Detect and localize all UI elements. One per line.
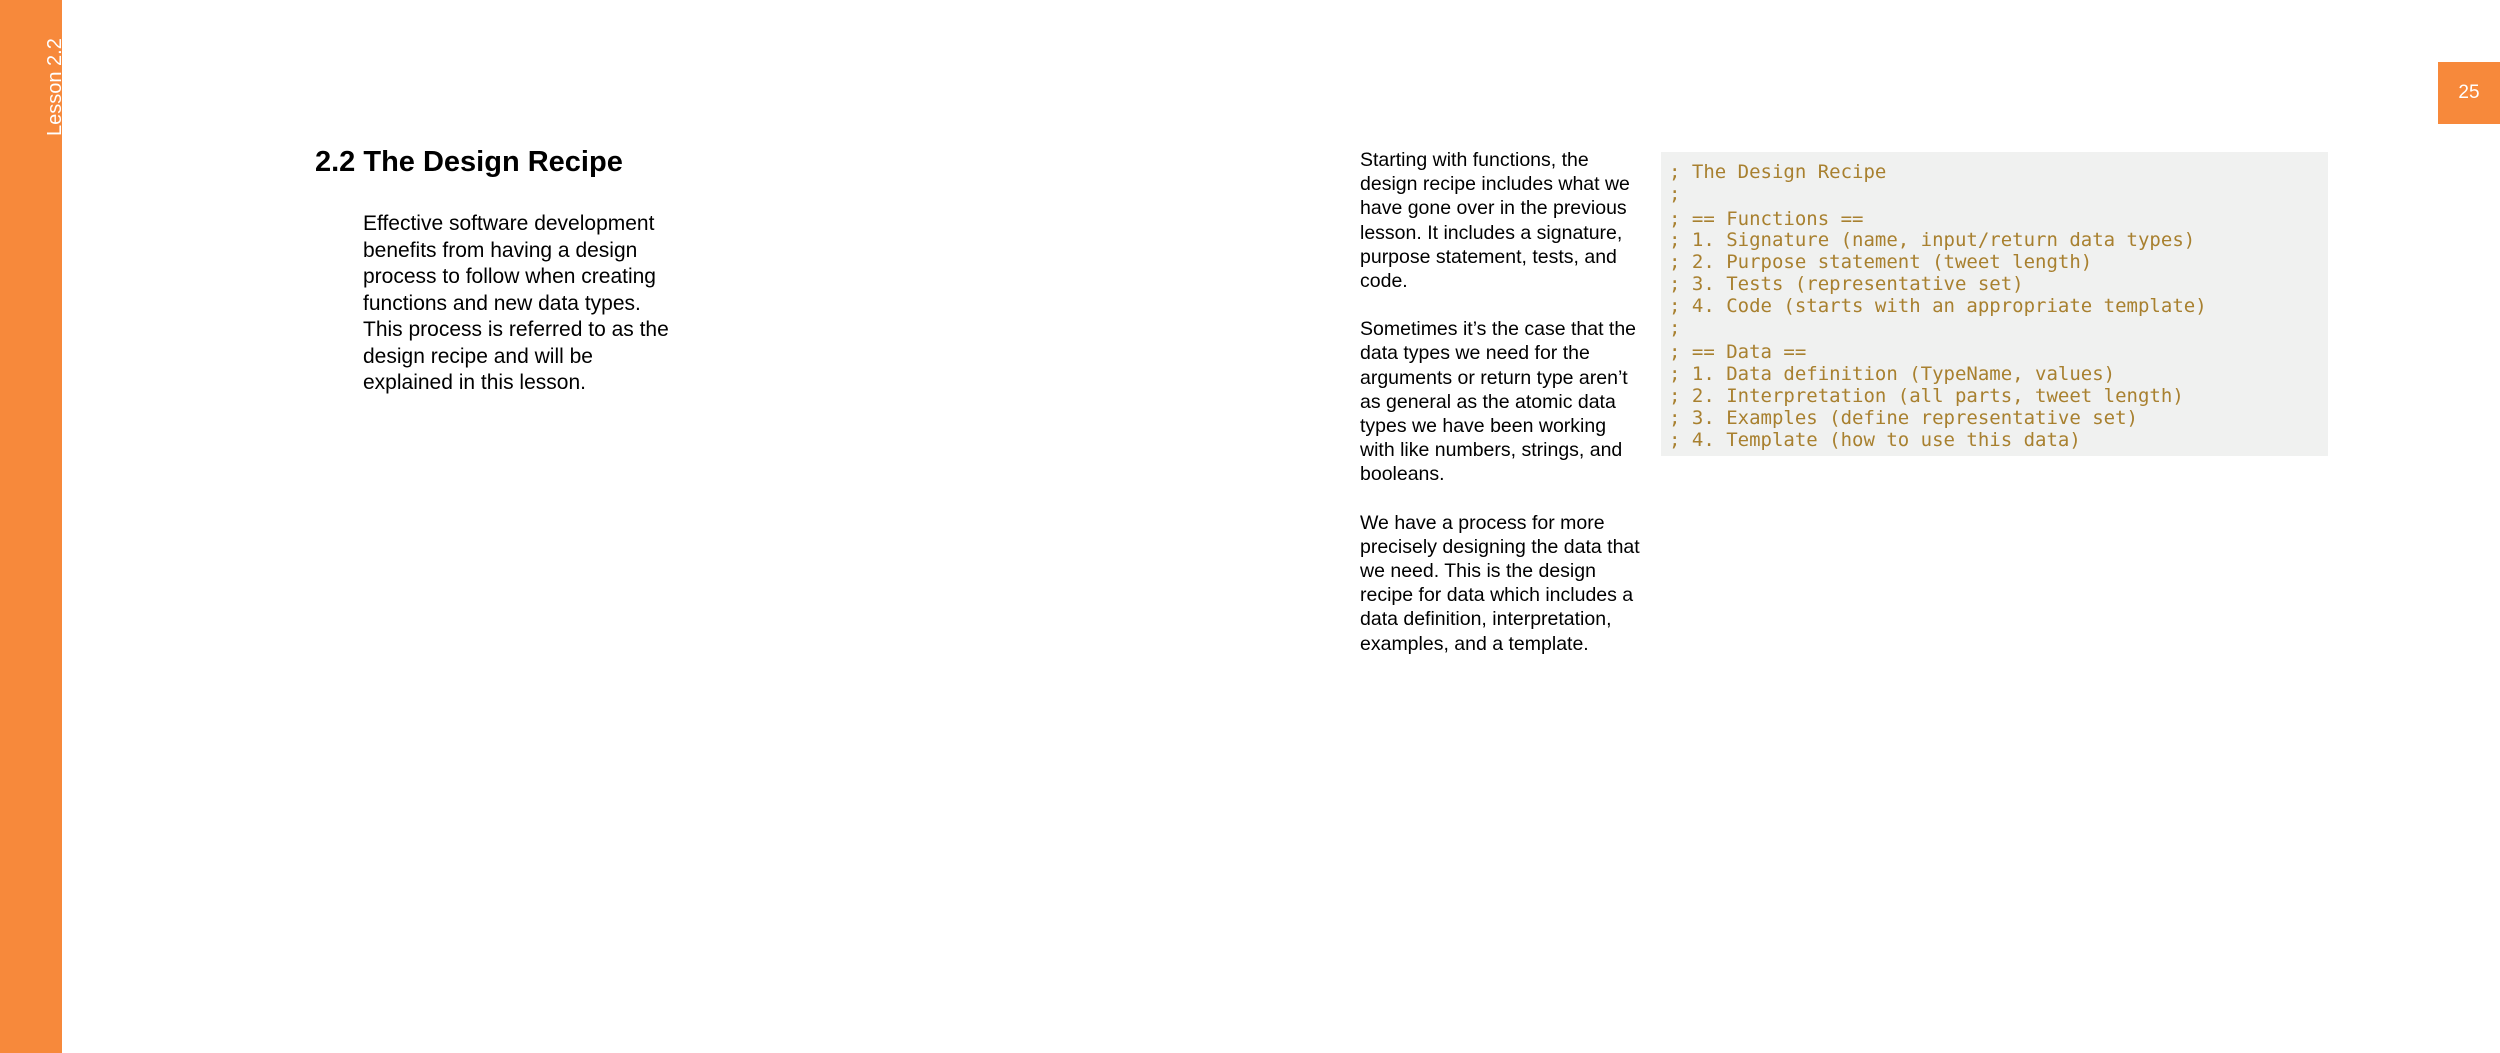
body-paragraph-1: Starting with functions, the design recipe includes what we have gone over in the previous lesson. It includes a signature, purpose statement, tests, and code. (1360, 149, 1630, 293)
code-line: ; 3. Tests (representative set) (1669, 272, 2024, 295)
code-line: ; 4. Code (starts with an appropriate template) (1669, 294, 2207, 317)
code-line: ; The Design Recipe (1669, 161, 1887, 183)
code-line: ; (1669, 316, 1681, 339)
code-line: ; 4. Template (how to use this data) (1669, 428, 2081, 451)
code-line: ; 3. Examples (define representative set) (1669, 406, 2138, 429)
lesson-label: Lesson 2.2 (44, 38, 66, 136)
body-paragraph-2: Sometimes it’s the case that the data types we need for the arguments or return type aren’t as general as the atomic data types we have been working with like numbers, strings, and booleans. (1360, 318, 1637, 486)
code-line: ; 1. Signature (name, input/return data types) (1669, 229, 2196, 252)
section-intro: Effective software development benefits from having a design process to follow when creating functions and new data types. This process is referred to as the design recipe and will be explained in this lesson. (363, 212, 669, 394)
code-line: ; == Functions == (1669, 207, 1864, 230)
page-number: 25 (2438, 62, 2500, 124)
body-paragraph-3: We have a process for more precisely designing the data that we need. This is the design recipe for data which includes a data definition, interpretation, examples, and a template. (1360, 511, 1640, 655)
code-line: ; 2. Purpose statement (tweet length) (1669, 251, 2093, 274)
code-block (1661, 152, 2328, 456)
code-line: ; 2. Interpretation (all parts, tweet length) (1669, 384, 2184, 407)
code-line: ; (1669, 182, 1681, 205)
code-line: ; == Data == (1669, 341, 1807, 364)
body-text (1360, 148, 1645, 680)
section-title: 2.2 The Design Recipe (315, 146, 623, 178)
sidebar-label-wrap (0, 0, 66, 160)
code-line: ; 1. Data definition (TypeName, values) (1669, 363, 2116, 386)
lesson-sidebar (0, 0, 66, 1053)
